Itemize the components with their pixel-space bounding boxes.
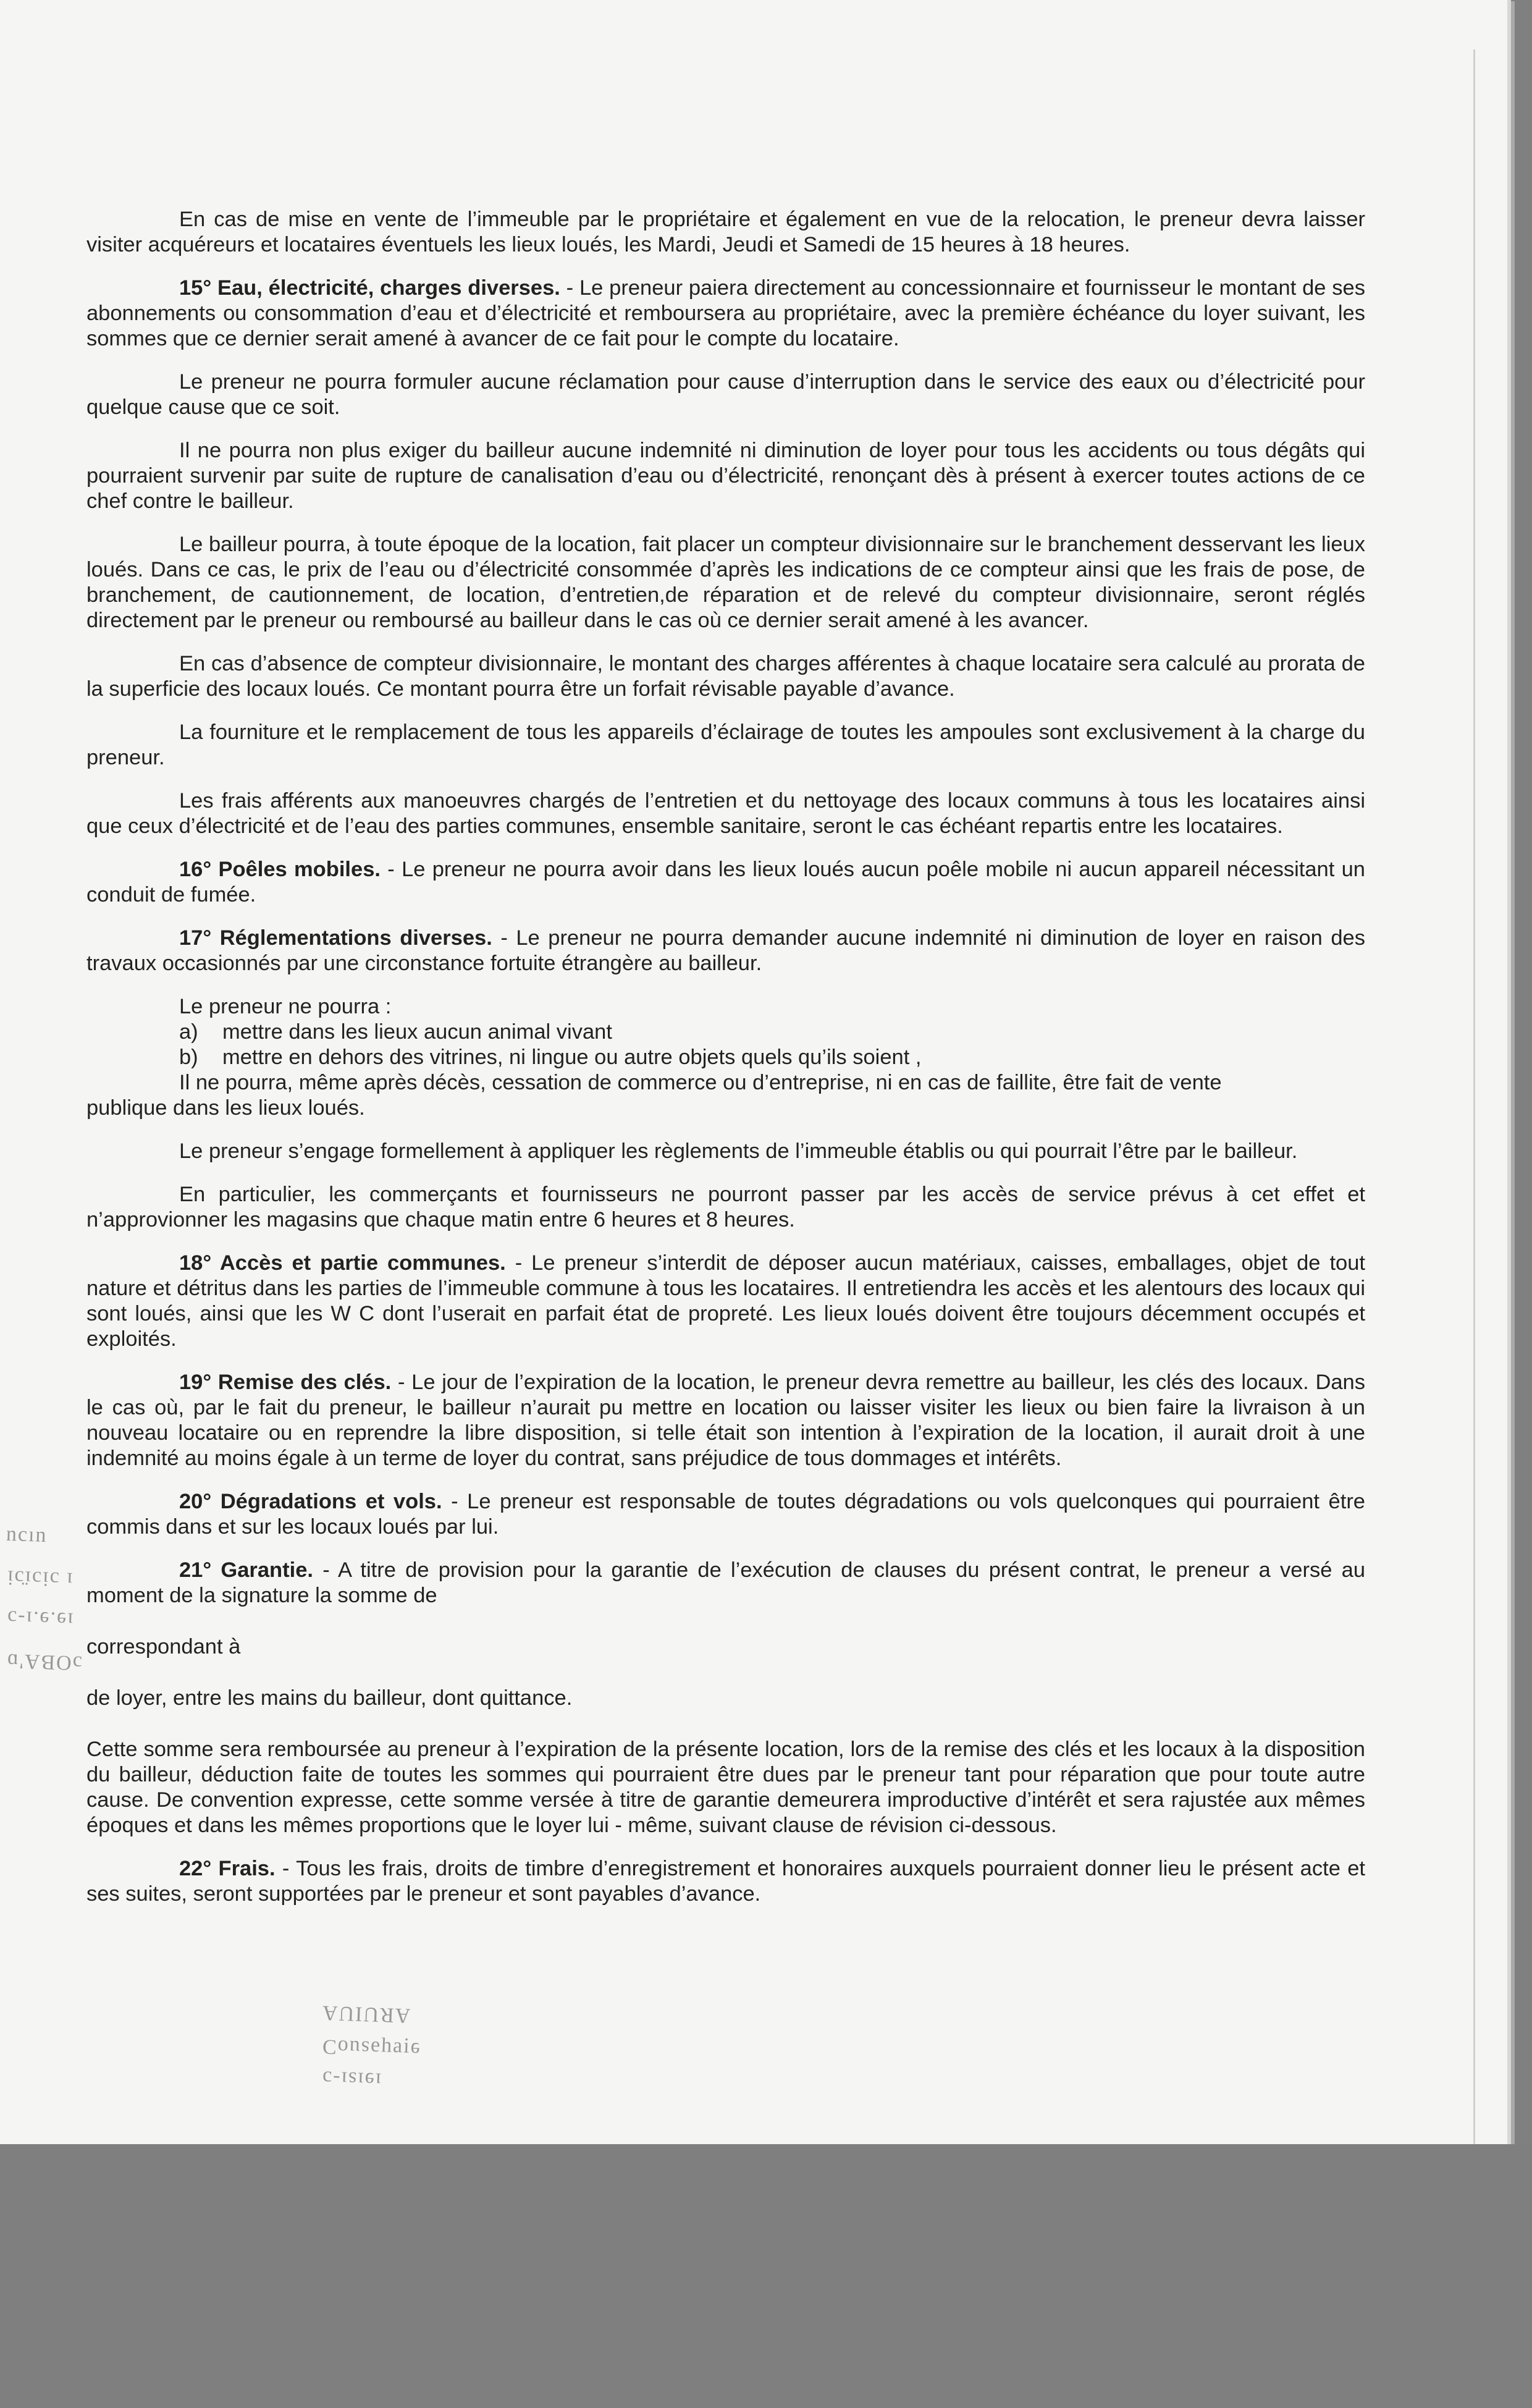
page-edge: [1473, 49, 1475, 2144]
clause-text: - Le preneur ne pourra avoir dans les lieux loués aucun poêle mobile ni aucun appareil nécessitant un conduit de fumée.: [86, 858, 1365, 906]
list-item: [179, 1020, 1365, 1045]
list-letter: b): [179, 1046, 198, 1069]
list-letter: a): [179, 1020, 198, 1044]
faded-stamp-text: ıɘısı‑ɔ: [321, 2066, 382, 2092]
faded-stamp-text: ı ɔiɔı̈ɔi: [6, 1566, 74, 1591]
paragraph-reclamation: [86, 370, 1365, 420]
clause-17: [86, 926, 1365, 976]
paragraph-text: En particulier, les commerçants et fournisseurs ne pourront passer par les accès de service prévus à cet effet et n’approvionner les magasins que chaque matin entre 6 heures et 8 heures.: [86, 1183, 1365, 1231]
faded-stamp-text: ncın: [6, 1522, 48, 1547]
scanner-background: [0, 2144, 1532, 2408]
list-followup-continued: publique dans les lieux loués.: [86, 1096, 365, 1120]
clause-title: 20° Dégradations et vols.: [179, 1490, 442, 1513]
paragraph-deliveries: [86, 1182, 1365, 1233]
clause-20: [86, 1489, 1365, 1540]
paragraph-rules: [86, 1139, 1365, 1164]
clause-title: 16° Poêles mobiles.: [179, 858, 381, 881]
clause-text: - Le preneur s’interdit de déposer aucun matériaux, caisses, emballages, objet de tout nature et détritus dans les parties de l’immeuble commune à tous les locataires. Il entretiendra les accès et les alentours des locaux qui sont loués, ainsi que les W C dont l’userait en parfait état de propreté. Les lieux loués doivent être toujours décemment occupés et exploités.: [86, 1251, 1365, 1351]
paragraph-text: Les frais afférents aux manoeuvres chargés de l’entretien et du nettoyage des locaux communs à tous les locataires ainsi que ceux d’électricité et de l’eau des parties communes, ensemble sanitaire, seront le cas échéant repartis entre les locataires.: [86, 789, 1365, 838]
clause-16: [86, 857, 1365, 908]
paragraph-text: Le preneur s’engage formellement à appliquer les règlements de l’immeuble établis ou qui pourrait l’être par le bailleur.: [179, 1139, 1298, 1163]
paragraph-text: Cette somme sera remboursée au preneur à l’expiration de la présente location, lors de la remise des clés et les locaux à la disposition du bailleur, déduction faite de toutes les sommes qui pourraient être dues par le preneur tant pour réparation que pour toute autre cause. De convention expresse, cette somme versée à titre de garantie demeurera improductive d’intérêt et sera rajustée aux mêmes époques et dans les mêmes proportions que le loyer lui - même, suivant clause de révision ci-dessous.: [86, 1738, 1365, 1837]
clause-text: - A titre de provision pour la garantie de l’exécution de clauses du présent contrat, le preneur a versé au moment de la signature la somme de: [86, 1558, 1366, 1607]
deposit-corresponding-line: correspondant à: [86, 1635, 241, 1658]
clause-title: 18° Accès et partie communes.: [179, 1251, 506, 1275]
paragraph-prorata: [86, 651, 1365, 702]
paragraph-lighting: [86, 720, 1365, 771]
list-text: mettre en dehors des vitrines, ni lingue ou autre objets quels qu’ils soient ,: [222, 1046, 922, 1069]
faded-stamp-text: ɘᴉɐɥǝsuoƆ: [321, 2035, 421, 2061]
clause-title: 17° Réglementations diverses.: [179, 926, 492, 950]
paragraph-common-costs: [86, 788, 1365, 839]
faded-stamp-text: ARUIUA: [321, 2001, 411, 2027]
clause-text: - Tous les frais, droits de timbre d’enregistrement et honoraires auxquels pourraient donner lieu le présent acte et ses suites, seront supportées par le preneur et sont payables d’avance.: [86, 1857, 1366, 1906]
clause-title: 19° Remise des clés.: [179, 1371, 392, 1394]
paragraph-relocation: [86, 207, 1365, 258]
paragraph-meter: [86, 532, 1365, 633]
faded-stamp-text: ɔOBA'ɒ: [6, 1649, 83, 1675]
deposit-receipt-line: de loyer, entre les mains du bailleur, dont quittance.: [86, 1686, 573, 1710]
clause-text: - Le preneur est responsable de toutes dégradations ou vols quelconques qui pourraient être commis dans et sur les locaux loués par lui.: [86, 1490, 1365, 1539]
clause-title: 22° Frais.: [179, 1857, 276, 1880]
paragraph-refund: [86, 1737, 1365, 1838]
paragraph-text: Il ne pourra non plus exiger du bailleur aucune indemnité ni diminution de loyer pour tous les accidents ou tous dégâts qui pourraient survenir par suite de rupture de canalisation d’eau ou d’électricité, renonçant dès à présent à exercer toutes actions de ce chef contre le bailleur.: [86, 439, 1365, 513]
restriction-list: [86, 994, 1365, 1121]
clause-text: - Le preneur paiera directement au concessionnaire et fournisseur le montant de ses abonnements ou consommation d’eau et d’électricité et remboursera au propriétaire, avec la première échéance du loyer suivant, les sommes que ce dernier serait amené à avancer de ce fait pour le compte du locataire.: [86, 276, 1365, 350]
clause-title: 21° Garantie.: [179, 1558, 313, 1582]
clause-text: - Le jour de l’expiration de la location, le preneur devra remettre au bailleur, les clés des locaux. Dans le cas où, par le fait du preneur, le bailleur n’aurait pu mettre en location ou laisser visiter les lieux ou bien faire la livraison à un nouveau locataire ou en reprendre la libre disposition, si telle était son intention à l’expiration de la location, il aurait droit à une indemnité au moins égale à un terme de loyer du contrat, sans préjudice de tous dommages et intérêts.: [86, 1371, 1365, 1470]
paragraph-text: La fourniture et le remplacement de tous les appareils d’éclairage de toutes les ampoules sont exclusivement à la charge du preneur.: [86, 720, 1365, 769]
clause-21: [86, 1558, 1365, 1608]
clause-text: - Le preneur ne pourra demander aucune indemnité ni diminution de loyer en raison des travaux occasionnés par une circonstance fortuite étrangère au bailleur.: [86, 926, 1365, 975]
paragraph-text: En cas d’absence de compteur divisionnaire, le montant des charges afférentes à chaque locataire sera calculé au prorata de la superficie des locaux loués. Ce montant pourra être un forfait révisable payable d’avance.: [86, 652, 1365, 701]
list-followup: Il ne pourra, même après décès, cessation de commerce ou d’entreprise, ni en cas de faillite, être fait de vente: [179, 1071, 1222, 1094]
paragraph-text: En cas de mise en vente de l’immeuble par le propriétaire et également en vue de la relocation, le preneur devra laisser visiter acquéreurs et locataires éventuels les lieux loués, les Mardi, Jeudi et Samedi de 15 heures à 18 heures.: [86, 208, 1365, 256]
clause-18: [86, 1251, 1365, 1352]
list-intro: Le preneur ne pourra :: [179, 995, 392, 1018]
clause-15: [86, 276, 1365, 352]
faded-stamp-text: ıɘ.ɘ.ı‑ɔ: [6, 1606, 74, 1631]
clause-title: 15° Eau, électricité, charges diverses.: [179, 276, 560, 300]
document-body: [86, 207, 1365, 1925]
paragraph-indemnity: [86, 438, 1365, 514]
paragraph-text: Le bailleur pourra, à toute époque de la location, fait placer un compteur divisionnaire sur le branchement desservant les lieux loués. Dans ce cas, le prix de l’eau ou d’électricité consommée d’après les indications de ce compteur ainsi que les frais de pose, de branchement, de cautionnement, de location, d’entretien,de réparation et de relevé du compteur divisionnaire, seront réglés directement par le preneur ou remboursé au bailleur dans le cas où ce dernier serait amené à les avancer.: [86, 533, 1365, 632]
paragraph-text: Le preneur ne pourra formuler aucune réclamation pour cause d’interruption dans le service des eaux ou d’électricité pour quelque cause que ce soit.: [86, 370, 1365, 419]
clause-22: [86, 1856, 1365, 1907]
clause-19: [86, 1370, 1365, 1471]
list-text: mettre dans les lieux aucun animal vivant: [222, 1020, 612, 1044]
list-item: [179, 1045, 1365, 1070]
